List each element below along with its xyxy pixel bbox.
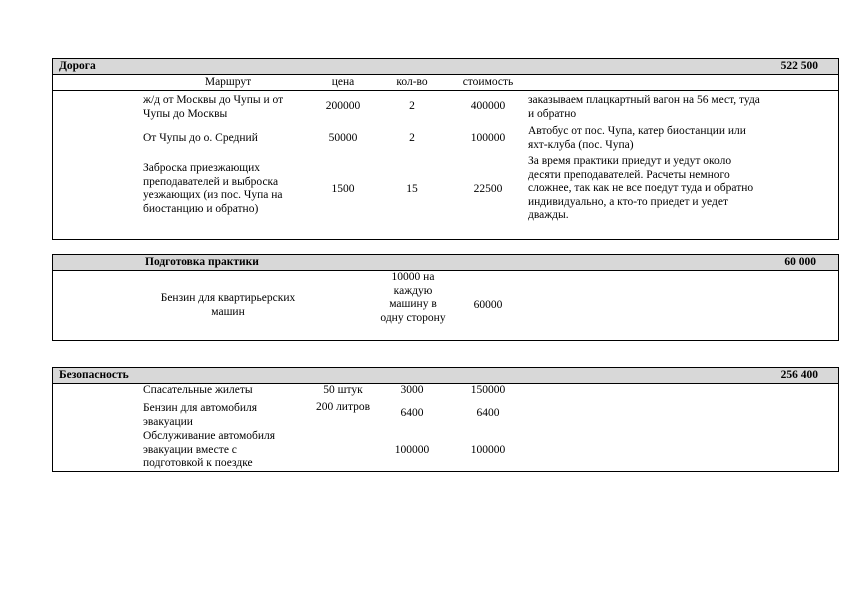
section-bezopasnost <box>52 367 839 472</box>
section-total: 256 400 <box>780 369 818 381</box>
table-cell-route: Заброска приезжающих преподавателей и выброска уезжающих (из пос. Чупа на биостанцию и обратно) <box>143 162 283 215</box>
table-cell-qty: 200 литров <box>315 401 371 413</box>
section-title: Дорога <box>59 60 96 72</box>
table-cell-note: заказываем плацкартный вагон на 56 мест, туда и обратно <box>528 94 760 120</box>
table-cell-price: 3000 <box>400 384 424 396</box>
table-cell-cost: 150000 <box>470 384 506 396</box>
section-total: 60 000 <box>784 256 816 268</box>
table-cell-cost: 100000 <box>470 132 506 144</box>
table-cell-price: 1500 <box>331 183 355 195</box>
table-cell-cost: 6400 <box>476 407 500 419</box>
table-cell-cost: 100000 <box>470 444 506 456</box>
section-header <box>53 59 838 75</box>
header-price: цена <box>331 76 355 88</box>
section-doroga <box>52 58 839 240</box>
table-cell-item: Спасательные жилеты <box>143 384 253 396</box>
table-cell-item: Бензин для квартирьерских машин <box>160 292 296 318</box>
table-cell-item: Бензин для автомобиля эвакуации <box>143 402 258 428</box>
table-cell-qty: 2 <box>409 132 415 144</box>
table-cell-route: ж/д от Москвы до Чупы и от Чупы до Москвы <box>143 94 284 120</box>
table-cell-price: 50000 <box>328 132 358 144</box>
table-cell-price: 200000 <box>325 100 361 112</box>
header-cost: стоимость <box>462 76 514 88</box>
table-cell-item: Обслуживание автомобиля эвакуации вместе с подготовкой к поездке <box>143 430 276 469</box>
section-total: 522 500 <box>780 60 818 72</box>
header-qty: кол-во <box>396 76 428 88</box>
section-title: Подготовка практики <box>145 256 259 268</box>
section-title: Безопасность <box>59 369 129 381</box>
table-cell-note: Автобус от пос. Чупа, катер биостанции или яхт-клуба (пос. Чупа) <box>528 125 746 151</box>
table-cell-qty: 2 <box>409 100 415 112</box>
table-cell-qty: 15 <box>406 183 418 195</box>
header-route: Маршрут <box>204 76 252 88</box>
table-cell-note: За время практики приедут и уедут около десяти преподавателей. Расчеты немного сложнее, так как не все поедут туда и обратно индивидуально, а кто-то приедет и уедет дважды. <box>528 155 754 221</box>
table-cell-price: 100000 <box>394 444 430 456</box>
table-cell-price: 10000 на каждую машину в одну сторону <box>380 271 446 324</box>
section-header <box>53 368 838 384</box>
table-cell-cost: 22500 <box>473 183 503 195</box>
section-header <box>53 255 838 271</box>
section-podgotovka <box>52 254 839 341</box>
table-cell-route: От Чупы до о. Средний <box>143 132 258 144</box>
table-cell-cost: 400000 <box>470 100 506 112</box>
table-cell-price: 6400 <box>400 407 424 419</box>
table-cell-qty: 50 штук <box>323 384 363 396</box>
column-headers <box>53 75 838 91</box>
table-cell-cost: 60000 <box>473 299 503 311</box>
